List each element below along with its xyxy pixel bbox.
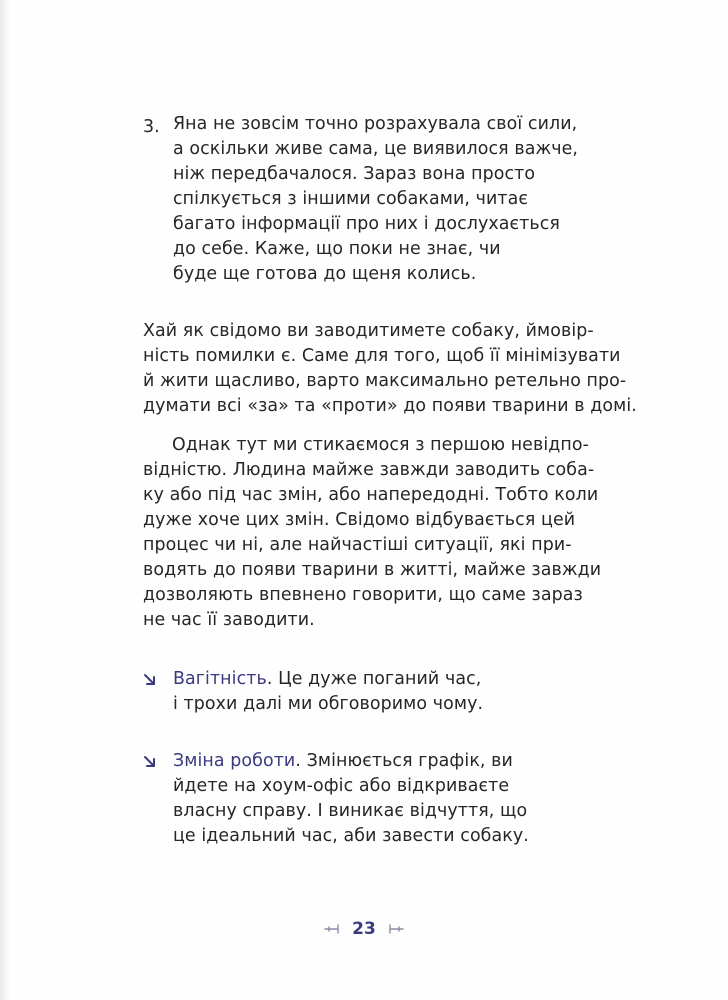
page-number-footer (300, 916, 428, 942)
bullet-first-line (173, 667, 481, 691)
paragraph-line: Однак тут ми стикаємося з першою невідпо- (172, 435, 589, 455)
bullet-text: . Це дуже поганий час, (266, 669, 482, 689)
paragraph-line: дозволяють впевнено говорити, що саме зараз (143, 585, 583, 605)
paragraph-line: ку або під час змін, або напередодні. Тобто коли (143, 485, 599, 505)
arrow-down-right-icon (143, 755, 157, 769)
paragraph-line: думати всі «за» та «проти» до появи тварини в домі. (143, 396, 637, 416)
bullet-first-line (173, 749, 513, 773)
item-line: спілкується з іншими собаками, читає (173, 189, 529, 209)
paragraph-line: ність помилки є. Саме для того, щоб її мінімізувати (143, 346, 621, 366)
list-number: 3. (143, 117, 160, 137)
bracket-ornament-icon (324, 924, 342, 934)
paragraph-line: відністю. Людина майже завжди заводить соба- (143, 460, 595, 480)
item-line: а оскільки живе сама, це виявилося важче, (173, 139, 579, 159)
bullet-line: і трохи далі ми обговоримо чому. (173, 694, 484, 714)
item-line: ніж передбачалося. Зараз вона просто (173, 164, 536, 184)
bullet-line: це ідеальний час, аби завести собаку. (173, 826, 529, 846)
item-line: до себе. Каже, що поки не знає, чи (173, 239, 501, 259)
bracket-ornament-icon (386, 924, 404, 934)
page-number: 23 (352, 919, 376, 939)
paragraph-line: дуже хоче цих змін. Свідомо відбувається цей (143, 510, 576, 530)
paragraph-line: й жити щасливо, варто максимально ретельно про- (143, 371, 627, 391)
paragraph-line: не час її заводити. (143, 610, 315, 630)
paragraph-line: процес чи ні, але найчастіші ситуації, які при- (143, 535, 572, 555)
bullet-text: . Змінюється графік, ви (295, 751, 513, 771)
bullet-line: йдете на хоум-офіс або відкриваєте (173, 776, 510, 796)
bullet-line: власну справу. І виникає відчуття, що (173, 801, 528, 821)
item-line: багато інформації про них і дослухається (173, 214, 560, 234)
paragraph-line: Хай як свідомо ви заводитимете собаку, ймовір- (143, 321, 594, 341)
paragraph-line: водять до появи тварини в житті, майже завжди (143, 560, 602, 580)
page-edge-shadow (0, 0, 10, 1000)
item-line: буде ще готова до щеня колись. (173, 264, 477, 284)
bullet-term: Вагітність (173, 669, 267, 689)
item-line: Яна не зовсім точно розрахувала свої сили, (173, 114, 578, 134)
arrow-down-right-icon (143, 673, 157, 687)
bullet-term: Зміна роботи (173, 751, 296, 771)
